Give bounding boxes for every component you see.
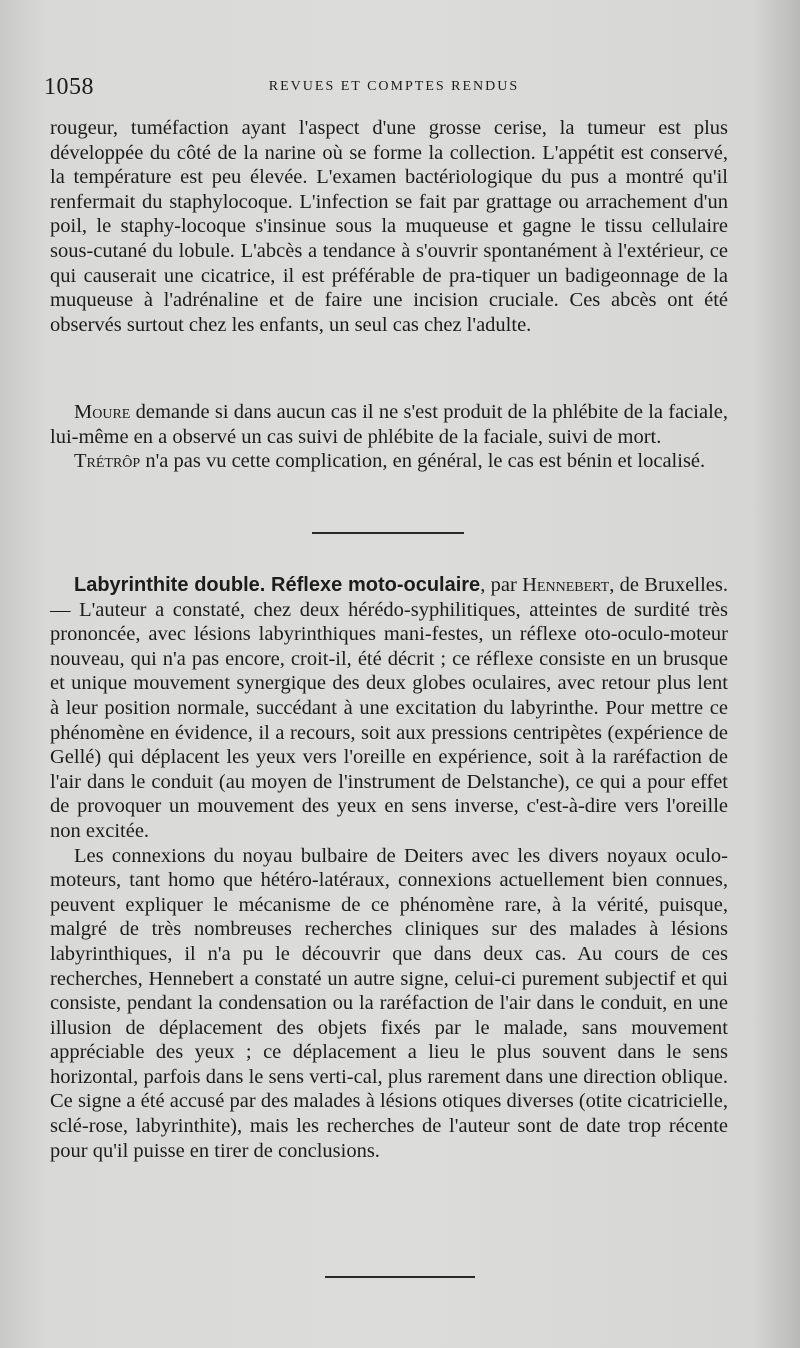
- article-author: Hennebert: [522, 574, 610, 596]
- discussion-section: [50, 400, 728, 474]
- article-title: Labyrinthite double. Réflexe moto-oculaire: [74, 574, 481, 596]
- speaker-name: Moure: [74, 401, 131, 423]
- speaker-name: Trétrôp: [74, 450, 141, 473]
- article-paragraph-2: Les connexions du noyau bulbaire de Deiters avec les divers noyaux oculo-moteurs, tant homo que hétéro-latéraux, connexions actuellement bien connues, peuvent expliquer le mécanisme de ce phénomène rare, à la vérité, puisque, malgré de très nombreuses recherches cliniques sur des malades à lésions labyrinthiques, il n'a pu le découvrir que dans deux cas. Au cours de ces recherches, Hennebert a constaté un autre signe, celui-ci purement subjectif et qui consiste, pendant la condensation ou la raréfaction de l'air dans le conduit, en une illusion de déplacement des objets fixés par le malade, sans mouvement appréciable des yeux ; ce déplacement a lieu le plus souvent dans le sens horizontal, parfois dans le sens verti-cal, plus rarement dans une direction oblique. Ce signe a été accusé par des malades à lésions otiques diverses (otite cicatricielle, sclé-rose, labyrinthite), mais les recherches de l'auteur sont de date trop récente pour qu'il puisse en tirer de conclusions.: [50, 844, 728, 1162]
- discussion-text: n'a pas vu cette complication, en général, le cas est bénin et localisé.: [140, 450, 706, 473]
- author-location: , de Bruxelles.: [609, 574, 728, 596]
- page-number: 1058: [44, 74, 94, 100]
- article-text: — L'auteur a constaté, chez deux hérédo-syphilitiques, atteintes de surdité très prononcée, avec lésions labyrinthiques mani-festes, un réflexe oto-oculo-moteur nouveau, qui n'a pas encore, croit-il, été décrit ; ce réflexe consiste en un brusque et unique mouvement synergique des deux globes oculaires, avec retour plus lent à leur position normale, succédant à une excitation du labyrinthe. Pour mettre ce phénomène en évidence, il a recours, soit aux pressions centripètes (expérience de Gellé) qui déplacent les yeux vers l'oreille en expérience, soit à la raréfaction de l'air dans le conduit (au moyen de l'instrument de Delstanche), ce qui a pour effet de provoquer un mouvement des yeux en sens inverse, c'est-à-dire vers l'oreille non excitée.: [50, 598, 728, 842]
- paragraph-text: rougeur, tuméfaction ayant l'aspect d'une grosse cerise, la tumeur est plus développée du côté de la narine où se forme la collection. L'appétit est conservé, la température est peu élevée. L'examen bactériologique du pus a montré qu'il renfermait du staphylocoque. L'infection se fait par grattage ou arrachement d'un poil, le staphy-locoque s'insinue sous la muqueuse et gagne le tissu cellulaire sous-cutané du lobule. L'abcès a tendance à s'ouvrir spontanément à l'extérieur, ce qui causerait une cicatrice, il est préférable de pra-tiquer un badigeonnage de la muqueuse à l'adrénaline et de faire une incision cruciale. Ces abcès ont été observés surtout chez les enfants, un seul cas chez l'adulte.: [50, 117, 728, 336]
- page-header: [44, 74, 744, 104]
- discussion-paragraph-moure: [50, 400, 728, 449]
- byline-connector: , par: [480, 574, 523, 596]
- continued-paragraph: [50, 116, 728, 337]
- discussion-paragraph-tretrop: [50, 449, 728, 474]
- article-paragraph-1: [50, 573, 728, 844]
- end-divider: [325, 1276, 475, 1278]
- section-divider: [312, 532, 464, 534]
- article-section: [50, 573, 728, 1163]
- running-title: REVUES ET COMPTES RENDUS: [268, 79, 520, 94]
- discussion-text: demande si dans aucun cas il ne s'est produit de la phlébite de la faciale, lui-même en a observé un cas suivi de phlébite de la faciale, suivi de mort.: [50, 401, 728, 448]
